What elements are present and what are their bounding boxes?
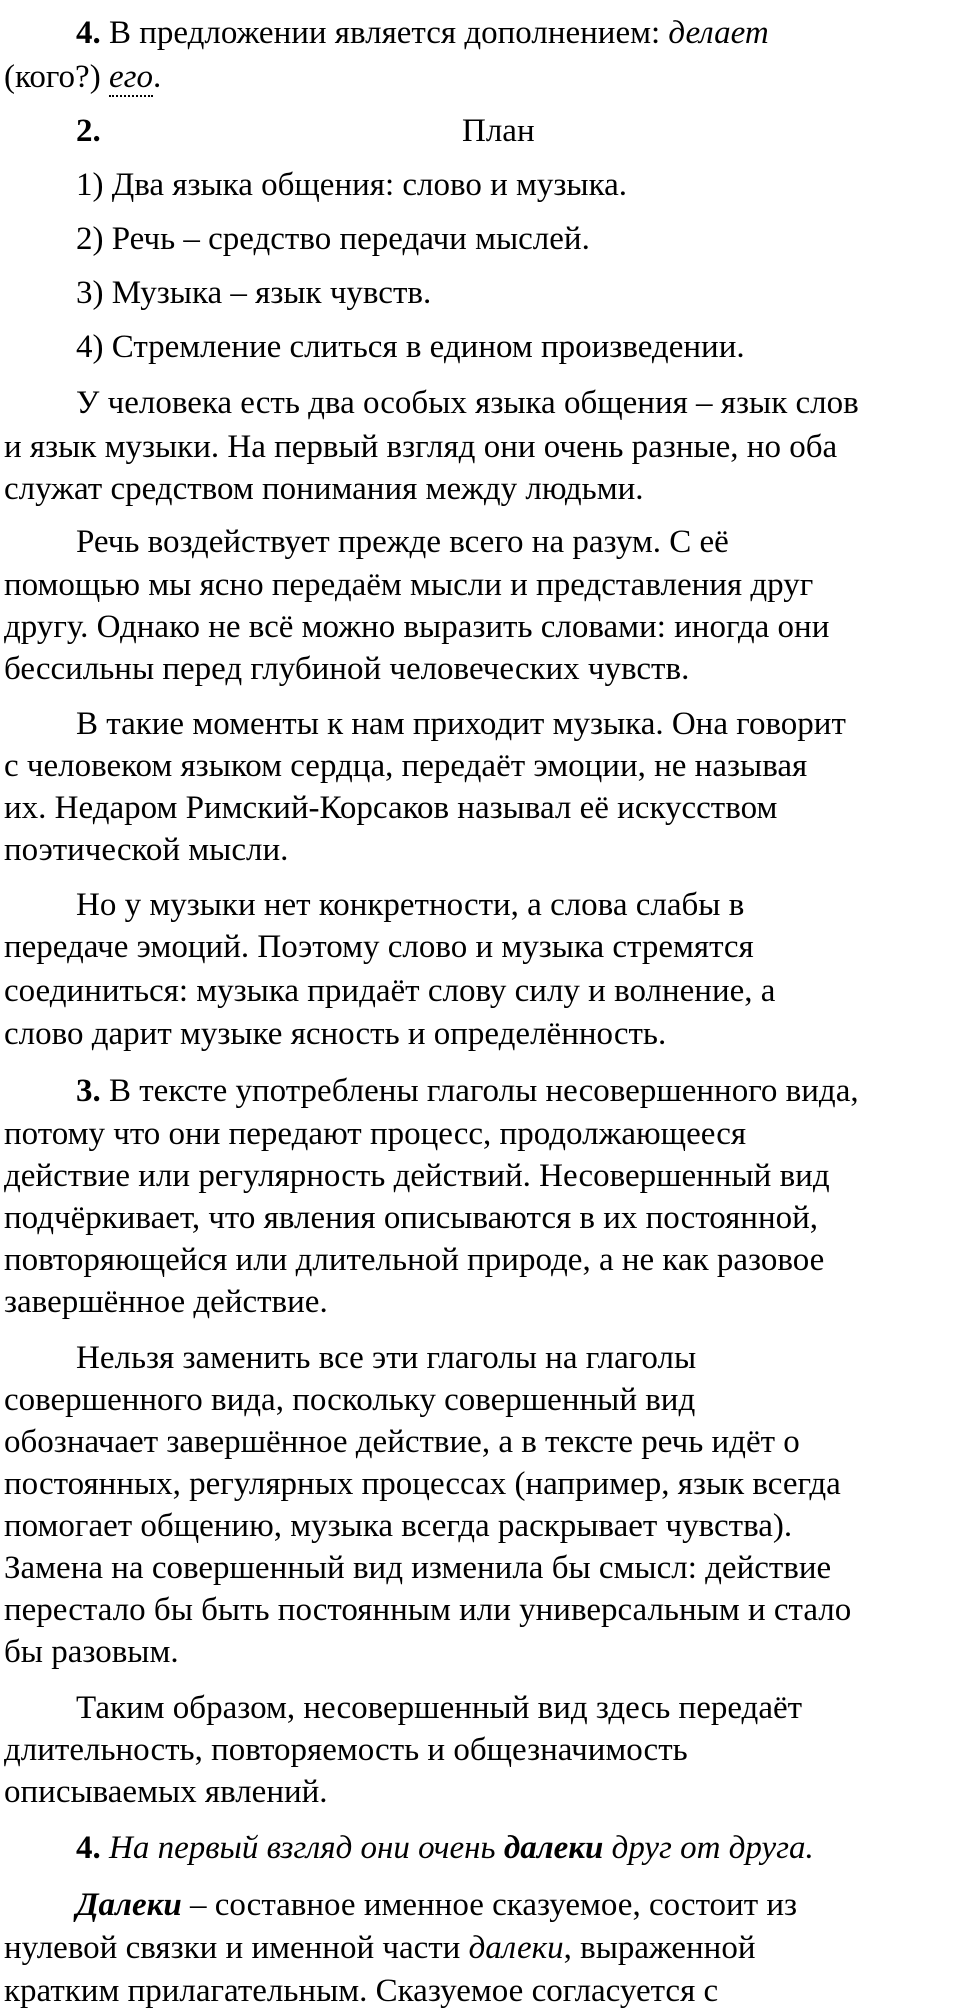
task4-explain-line3: кратким прилагательным. Сказуемое согласуется с — [4, 1973, 719, 2009]
essay-line: соединиться: музыка придаёт слову силу и волнение, а — [4, 973, 776, 1009]
predicate-word: далеки — [503, 1830, 604, 1866]
essay-line: слово дарит музыке ясность и определённость. — [4, 1016, 667, 1052]
task4-explain-line1: Далеки – составное именное сказуемое, состоит из — [76, 1887, 798, 1923]
object-word: его — [108, 59, 153, 95]
task4-top-line2: (кого?) его. — [4, 59, 162, 95]
essay-line: Но у музыки нет конкретности, а слова слабы в — [76, 887, 745, 923]
task-number: 4. — [76, 1830, 101, 1866]
task3-line: действие или регулярность действий. Несовершенный вид — [4, 1158, 830, 1194]
task4-sentence: 4. На первый взгляд они очень далеки друг от друга. — [76, 1830, 814, 1866]
plan-title: План — [462, 113, 535, 149]
task3-line1: 3. В тексте употреблены глаголы несовершенного вида, — [76, 1073, 859, 1109]
task4-top-line1: 4. В предложении является дополнением: делает — [76, 15, 769, 51]
task-number: 3. — [76, 1073, 101, 1109]
task3-line: потому что они передают процесс, продолжающееся — [4, 1116, 747, 1152]
task3-line: описываемых явлений. — [4, 1774, 328, 1810]
task3-line: подчёркивает, что явления описываются в их постоянной, — [4, 1200, 819, 1236]
essay-line: бессильны перед глубиной человеческих чувств. — [4, 651, 690, 687]
task3-line: постоянных, регулярных процессах (например, язык всегда — [4, 1466, 841, 1502]
task2-number: 2. — [76, 113, 101, 149]
task3-line: Таким образом, несовершенный вид здесь передаёт — [76, 1690, 803, 1726]
task3-line: обозначает завершённое действие, а в тексте речь идёт о — [4, 1424, 800, 1460]
essay-line: служат средством понимания между людьми. — [4, 471, 644, 507]
essay-line: Речь воздействует прежде всего на разум. С её — [76, 524, 729, 560]
task3-line: повторяющейся или длительной природе, а не как разовое — [4, 1242, 825, 1278]
essay-line: передаче эмоций. Поэтому слово и музыка стремятся — [4, 929, 754, 965]
task3-line: совершенного вида, поскольку совершенный вид — [4, 1382, 696, 1418]
term-word: Далеки — [76, 1887, 182, 1923]
task3-line: бы разовым. — [4, 1634, 179, 1670]
task3-line: завершённое действие. — [4, 1284, 328, 1320]
plan-item: 4) Стремление слиться в едином произведении. — [76, 329, 745, 365]
essay-line: помощью мы ясно передаём мысли и представления друг — [4, 567, 814, 603]
plan-item: 2) Речь – средство передачи мыслей. — [76, 221, 590, 257]
task3-line: длительность, повторяемость и общезначимость — [4, 1732, 688, 1768]
essay-line: их. Недаром Римский-Корсаков называл её искусством — [4, 790, 778, 826]
task3-line: Нельзя заменить все эти глаголы на глаголы — [76, 1340, 697, 1376]
plan-item: 1) Два языка общения: слово и музыка. — [76, 167, 628, 203]
essay-line: У человека есть два особых языка общения – язык слов — [76, 385, 859, 421]
essay-line: В такие моменты к нам приходит музыка. Она говорит — [76, 706, 846, 742]
task3-line: Замена на совершенный вид изменила бы смысл: действие — [4, 1550, 832, 1586]
task-number: 4. — [76, 15, 101, 51]
essay-line: поэтической мысли. — [4, 832, 289, 868]
task3-line: перестало бы быть постоянным или универсальным и стало — [4, 1592, 852, 1628]
essay-line: и язык музыки. На первый взгляд они очень разные, но оба — [4, 429, 838, 465]
essay-line: другу. Однако не всё можно выразить словами: иногда они — [4, 609, 830, 645]
essay-line: с человеком языком сердца, передаёт эмоции, не называя — [4, 748, 808, 784]
plan-item: 3) Музыка – язык чувств. — [76, 275, 432, 311]
task4-explain-line2: нулевой связки и именной части далеки, выраженной — [4, 1930, 756, 1966]
task3-line: помогает общению, музыка всегда раскрывает чувства). — [4, 1508, 793, 1544]
